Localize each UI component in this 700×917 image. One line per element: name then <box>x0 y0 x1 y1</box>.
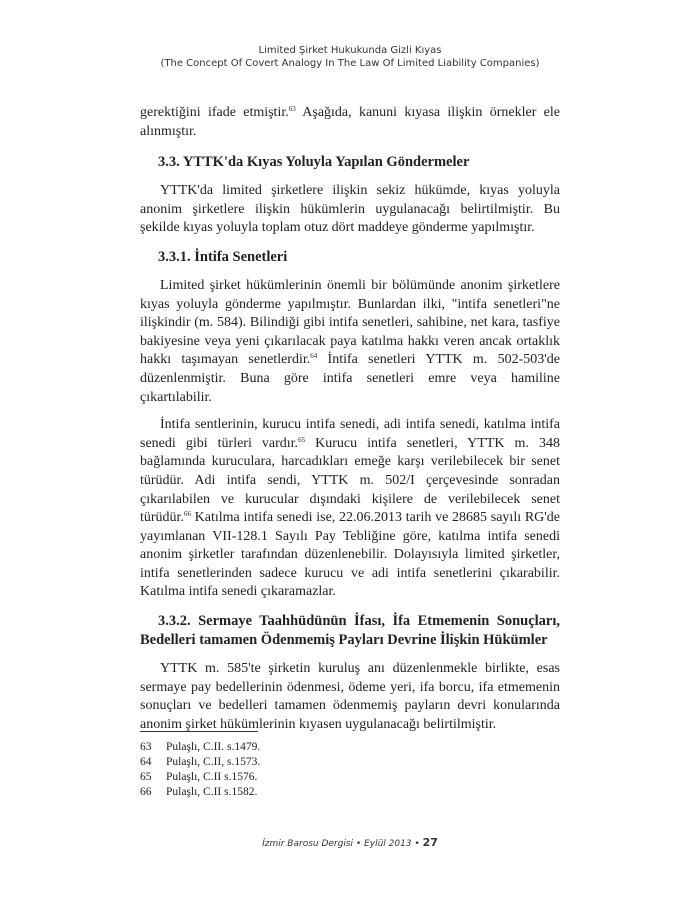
footnote-ref[interactable]: 66 <box>183 510 191 519</box>
page-number: 27 <box>422 836 438 849</box>
text: İntifa senetleri YTTK m. 502-503'de düzenlenmiştir. Buna göre intifa senetleri emre veya hamiline çıkartılabilir. <box>140 352 560 405</box>
page-footer <box>0 836 700 849</box>
paragraph-kiyas: YTTK'da limited şirketlere ilişkin sekiz hükümde, kıyas yoluyla anonim şirketlere ilişkin hükümlerin uygulanacağı belirtilmiştir. Bu şekilde kıyas yoluyla toplam otuz dört maddeye gönderme yapılmıştır. <box>140 183 560 236</box>
footnote-number: 63 <box>140 741 152 753</box>
text: İntifa sentlerinin, kurucu intifa senedi, adi intifa senedi, katılma intifa senedi gibi türleri vardır. <box>140 417 560 451</box>
footnote-text: Pulaşlı, C.II s.1576. <box>166 771 258 783</box>
header-title-en: (The Concept Of Covert Analogy In The Law Of Limited Liability Companies) <box>160 58 540 69</box>
footnote <box>140 770 560 785</box>
footnote <box>140 785 560 800</box>
paragraph-sermaye: YTTK m. 585'te şirketin kuruluş anı düzenlenmekle birlikte, esas sermaye pay bedellerinin ödenmesi, ödeme yeri, ifa borcu, ifa etmemenin sonuçları ve bedelleri tamamen ödenmemiş payların devri konularında anonim şirket hükümlerinin kıyasen uygulanacağı belirtilmiştir. <box>140 661 560 732</box>
footnote-number: 64 <box>140 756 152 768</box>
section-heading-3-3-1: 3.3.1. İntifa Senetleri <box>158 248 288 265</box>
journal-name: İzmir Barosu Dergisi • Eylül 2013 • <box>262 839 423 849</box>
footnote <box>140 740 560 755</box>
header-title-tr: Limited Şirket Hukukunda Gizli Kıyas <box>258 45 442 56</box>
footnote-divider <box>140 731 258 732</box>
text: gerektiğini ifade etmiştir. <box>140 105 289 120</box>
paragraph-intifa-1 <box>140 277 560 407</box>
text: Limited şirket hükümlerinin önemli bir bölümünde anonim şirketlere kıyas yoluyla gönderme yapılmıştır. Bunlardan ilki, "intifa senetleri"ne ilişkindir (m. 584). Bilindiği gibi intifa senetleri, sahibine, net kara, tasfiye bakiyesine veya yeni çıkarılacak paya katılma hakkı veren ancak ortaklık hakkı taşımayan senetlerdir. <box>140 277 560 368</box>
footnote-text: Pulaşlı, C.II s.1582. <box>166 786 258 798</box>
footnote-ref[interactable]: 64 <box>310 352 318 361</box>
footnote-number: 65 <box>140 771 152 783</box>
section-heading-3-3-2: 3.3.2. Sermaye Taahhüdünün İfası, İfa Etmemenin Sonuçları, Bedelleri tamamen Ödenmemiş Payları Devrine İlişkin Hükümler <box>140 613 560 649</box>
section-heading-3-3: 3.3. YTTK'da Kıyas Yoluyla Yapılan Göndermeler <box>158 154 470 171</box>
paragraph-continuation <box>140 104 560 141</box>
footnote-number: 66 <box>140 786 152 798</box>
paragraph-intifa-2 <box>140 416 560 602</box>
main-text <box>140 104 560 734</box>
text: Katılma intifa senedi ise, 22.06.2013 tarih ve 28685 sayılı RG'de yayımlanan VII-128.1 Sayılı Pay Tebliğine göre, katılma intifa senedi anonim şirketler tarafından düzenlenebilir. Dolayısıyla limited şirketler, intifa senetlerinden sadece kurucu ve adi intifa senetlerini çıkarabilir. Katılma intifa senedi çıkaramazlar. <box>140 510 560 600</box>
footnote-text: Pulaşlı, C.II. s.1479. <box>166 741 261 753</box>
footnote <box>140 755 560 770</box>
text: Kurucu intifa senetleri, YTTK m. 348 bağlamında kuruculara, harcadıkları emeğe karşı verilebilecek bir senet türüdür. Adi intifa sendi, YTTK m. 502/I çerçevesinde sonradan çıkarılabilen ve kurucular dışındaki kişilere de verilebilecek senet türüdür. <box>140 435 560 526</box>
footnote-ref[interactable]: 65 <box>298 435 306 444</box>
running-header <box>0 44 700 70</box>
footnotes <box>140 740 560 800</box>
footnote-ref[interactable]: 63 <box>288 105 296 113</box>
footnote-text: Pulaşlı, C.II, s.1573. <box>166 756 261 768</box>
text: Aşağıda, kanuni kıyasa ilişkin örnekler ele alınmıştır. <box>140 105 560 139</box>
